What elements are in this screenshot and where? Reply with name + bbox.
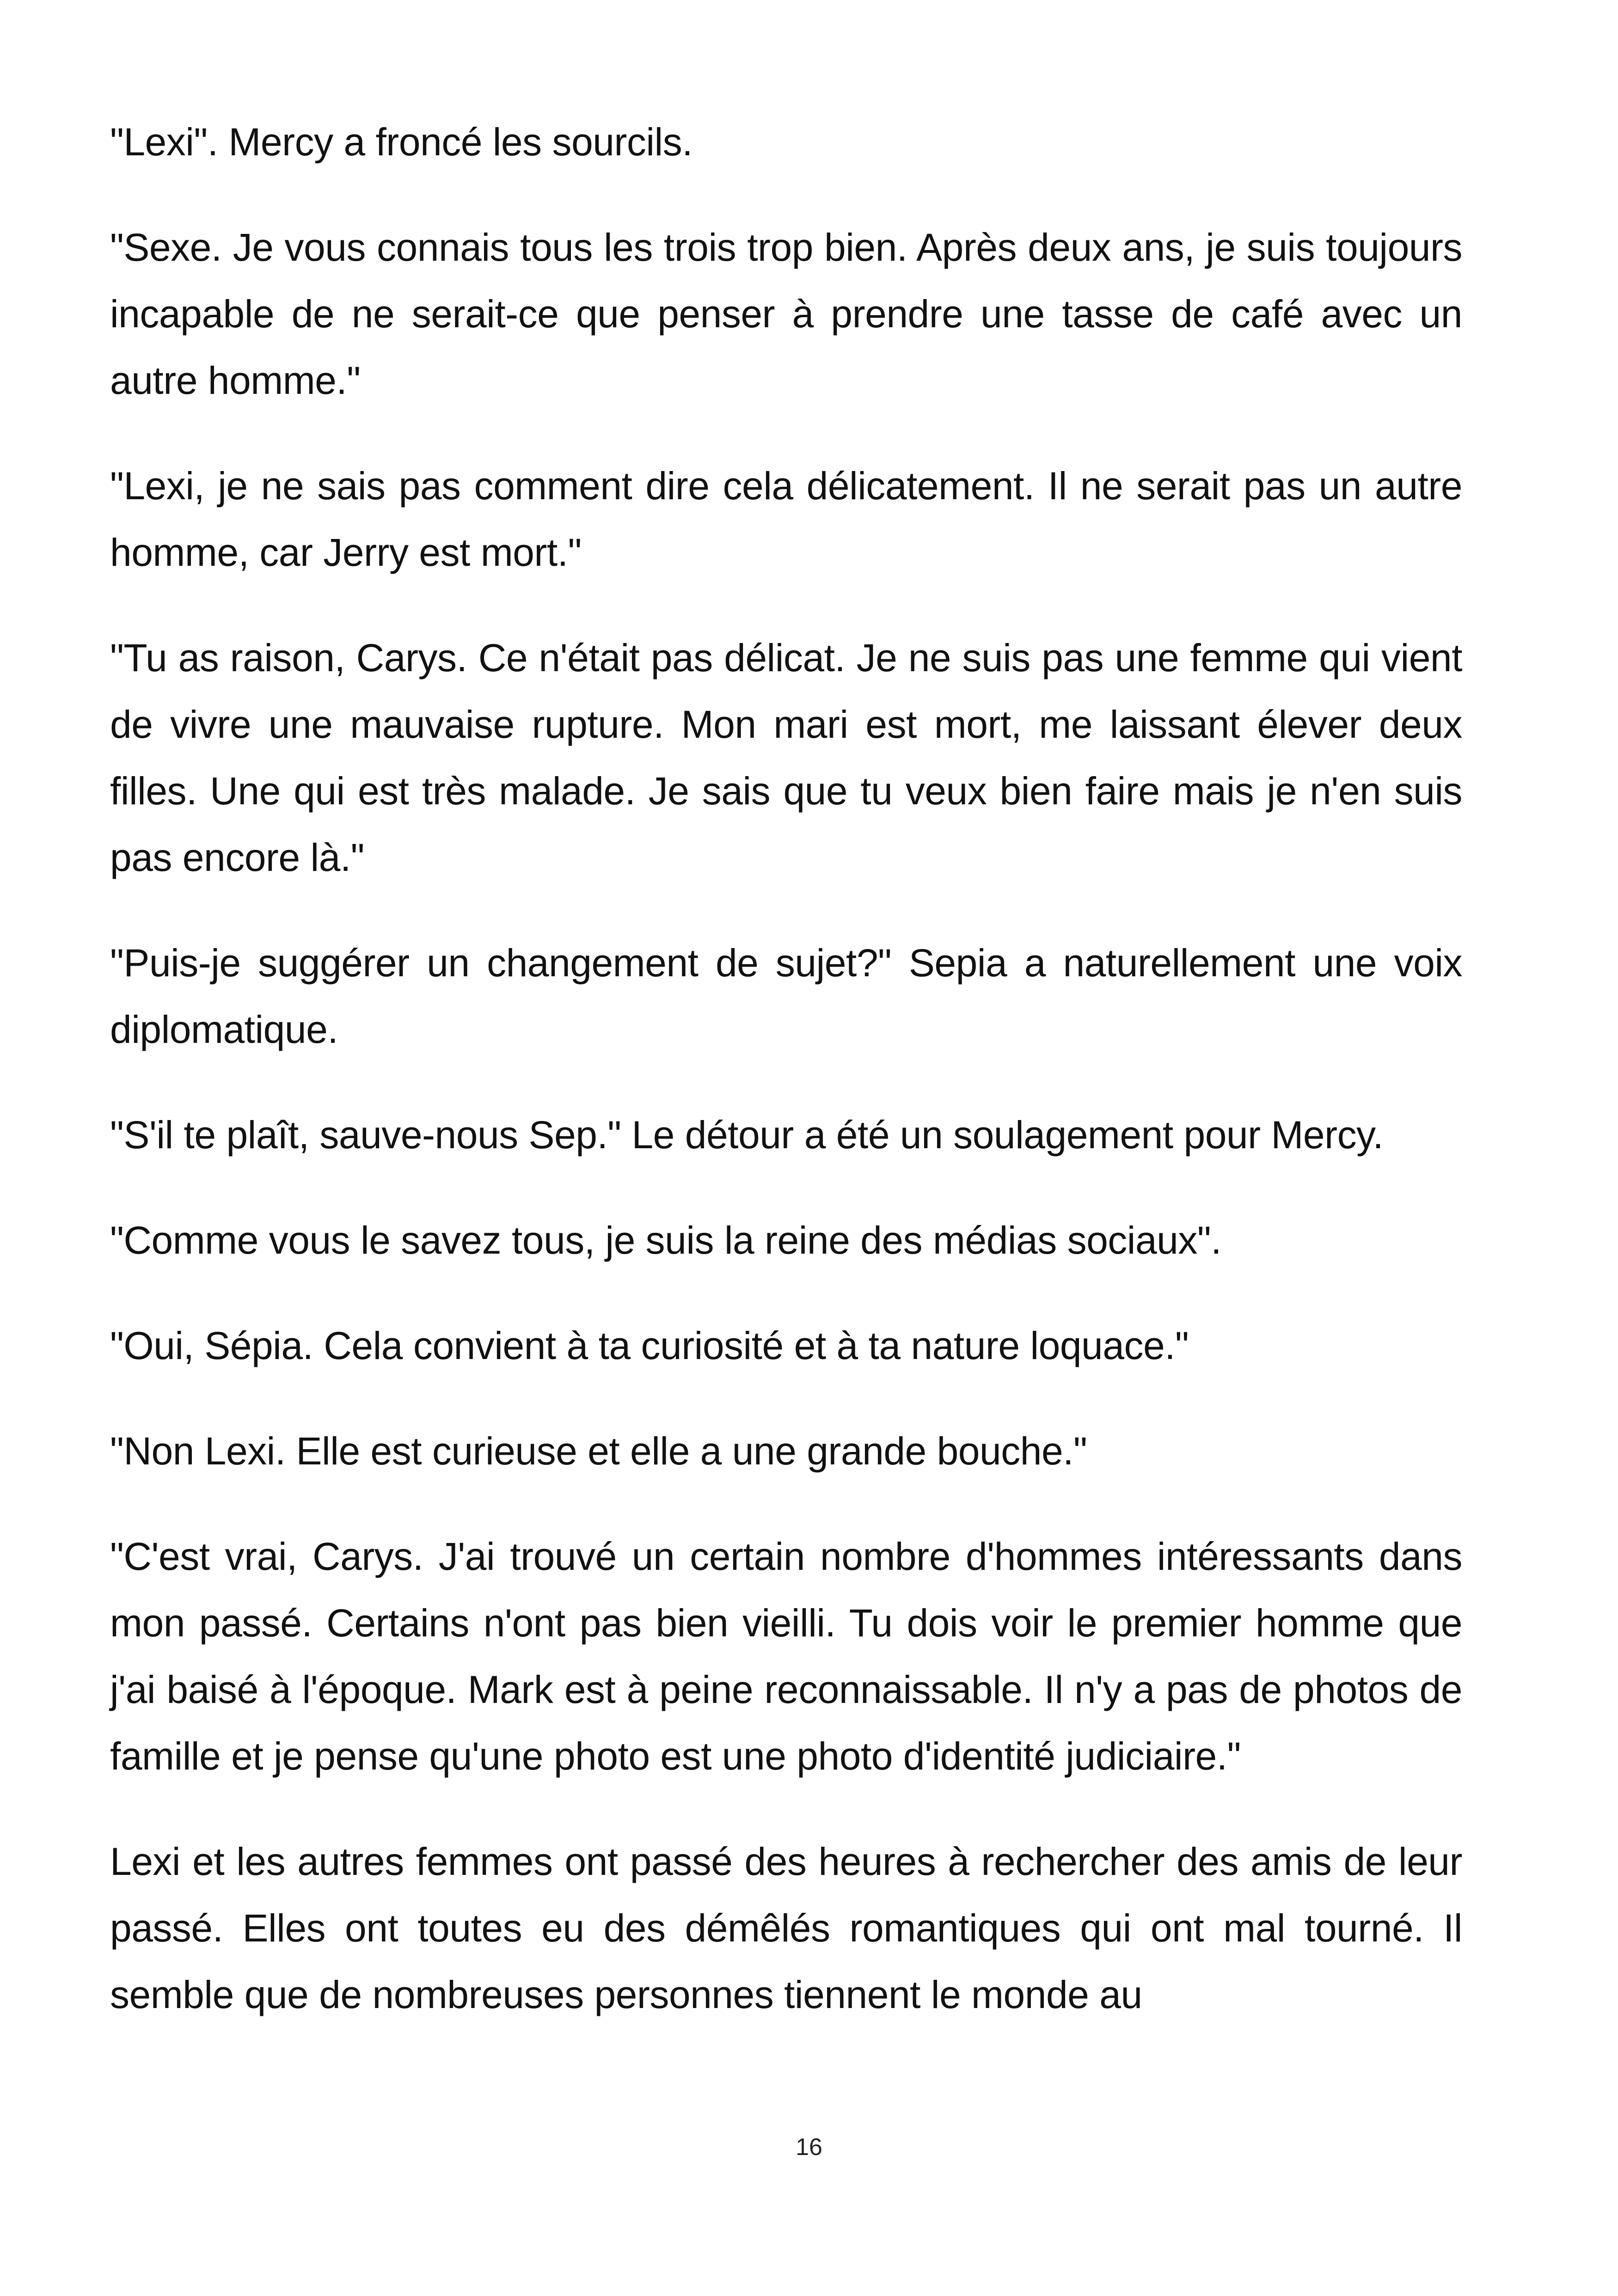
paragraph-1: "Lexi". Mercy a froncé les sourcils. bbox=[110, 120, 693, 164]
page-body bbox=[110, 109, 1462, 2067]
paragraph-6: "S'il te plaît, sauve-nous Sep." Le détour a été un soulagement pour Mercy. bbox=[110, 1113, 1384, 1157]
paragraph-9: "Non Lexi. Elle est curieuse et elle a une grande bouche." bbox=[110, 1429, 1087, 1473]
paragraph-8: "Oui, Sépia. Cela convient à ta curiosité et à ta nature loquace." bbox=[110, 1324, 1189, 1367]
paragraph-4: "Tu as raison, Carys. Ce n'était pas délicat. Je ne suis pas une femme qui vient de vivre une mauvaise rupture. Mon mari est mort, me laissant élever deux filles. Une qui est très malade. Je sais que tu veux bien faire mais je n'en suis pas encore là." bbox=[110, 636, 1462, 879]
paragraph-2: "Sexe. Je vous connais tous les trois trop bien. Après deux ans, je suis toujours incapable de ne serait-ce que penser à prendre une tasse de café avec un autre homme." bbox=[110, 226, 1462, 402]
paragraph-10: "C'est vrai, Carys. J'ai trouvé un certain nombre d'hommes intéressants dans mon passé. Certains n'ont pas bien vieilli. Tu dois voir le premier homme que j'ai baisé à l'époque. Mark est à peine reconnaissable. Il n'y a pas de photos de famille et je pense qu'une photo est une photo d'identité judiciaire." bbox=[110, 1535, 1462, 1778]
page-number: 16 bbox=[796, 2134, 822, 2161]
paragraph-7: "Comme vous le savez tous, je suis la reine des médias sociaux". bbox=[110, 1218, 1222, 1262]
paragraph-5: "Puis-je suggérer un changement de sujet?" Sepia a naturellement une voix diplomatique. bbox=[110, 941, 1462, 1051]
paragraph-11: Lexi et les autres femmes ont passé des heures à rechercher des amis de leur passé. Elles ont toutes eu des démêlés romantiques qui ont mal tourné. Il semble que de nombreuses personnes tiennent le monde au bbox=[110, 1840, 1462, 2016]
paragraph-3: "Lexi, je ne sais pas comment dire cela délicatement. Il ne serait pas un autre homme, car Jerry est mort." bbox=[110, 464, 1462, 574]
